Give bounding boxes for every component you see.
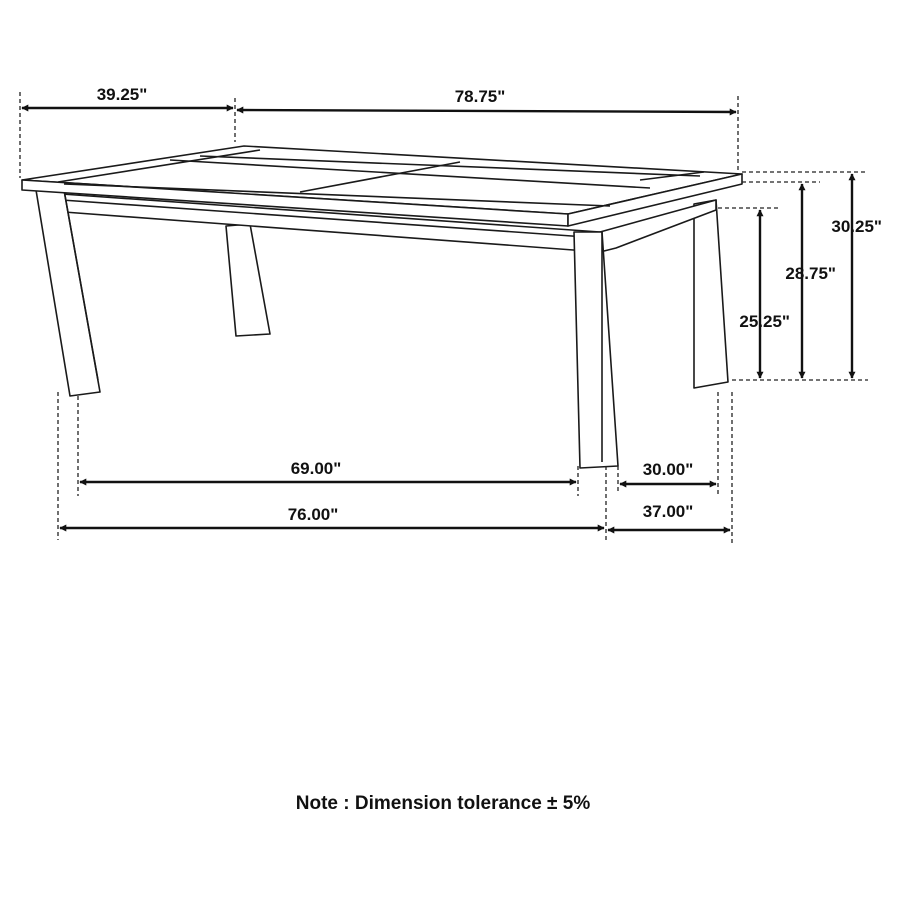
inner-leg-span-width-label: 30.00": [642, 460, 694, 479]
outer-leg-span-width-label: 37.00": [642, 502, 694, 521]
top-length-label: 78.75": [454, 87, 506, 106]
apron-height-label: 28.75": [785, 264, 836, 283]
front-left-leg: [36, 190, 100, 396]
back-right-leg: [694, 200, 728, 388]
knee-clearance-label: 25.25": [739, 312, 790, 331]
extension-width-label: 39.25": [96, 85, 148, 104]
front-right-leg: [574, 232, 618, 468]
total-height-label: 30.25": [831, 217, 882, 236]
table-drawing: [22, 146, 742, 468]
top-length-dimension-line: [237, 110, 736, 112]
tolerance-note: Note : Dimension tolerance ± 5%: [295, 793, 591, 814]
outer-leg-span-length-label: 76.00": [287, 505, 339, 524]
inner-leg-span-length-label: 69.00": [290, 459, 342, 478]
back-left-leg: [226, 224, 270, 336]
